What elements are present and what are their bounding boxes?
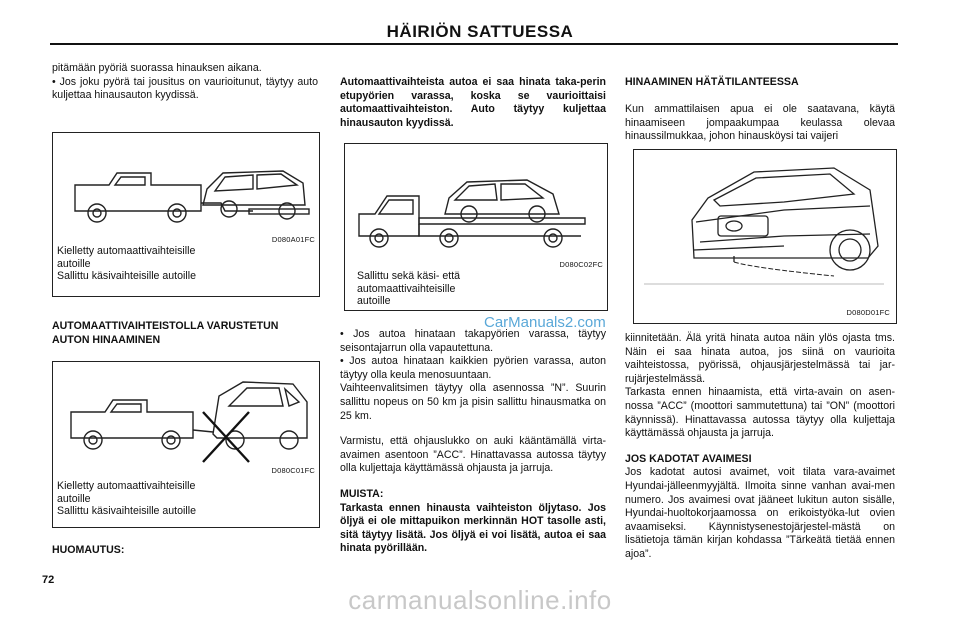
paragraph: kiinnitetään. Älä yritä hinata autoa näin ylös ojasta tms. Näin ei saa hinata autoa, jos siinä on vaurioita vaihteistossa, pyörissä, ohjausjärjestelmässä tai jar-rujärjestelmässä. xyxy=(625,332,895,385)
paragraph: Vaihteenvalitsimen täytyy olla asennossa ”N”. Suurin sallittu nopeus on 50 km ja pisin sallittu hinausmatka on 25 km. xyxy=(340,382,606,422)
col3-body xyxy=(625,332,895,562)
warning-text: Automaattivaihteista autoa ei saa hinata taka-perin etupyörien varassa, koska se vaurioittaisi automaattivaihteiston. Auto täytyy kuljettaa hinausauton kyydissä. xyxy=(340,76,606,129)
caption-line: Kielletty automaattivaihteisille xyxy=(57,245,196,257)
muista-heading: MUISTA: xyxy=(340,487,384,500)
emergency-para1: Kun ammattilaisen apua ei ole saatavana, käytä hinaamiseen jompaakumpaa keulassa olevaa hinaussilmukkaa, johon hinausköysi tai vaijeri xyxy=(625,103,895,143)
page-number: 72 xyxy=(42,574,55,586)
figure-caption xyxy=(57,245,313,283)
tow-illustration-3 xyxy=(345,144,607,256)
figure-code: D080A01FC xyxy=(271,235,315,244)
caption-line: autoille xyxy=(57,257,91,270)
header-rule xyxy=(50,43,898,45)
caption-line: autoille xyxy=(57,492,91,505)
figure-code: D080C01FC xyxy=(271,466,315,475)
caption-line: Sallittu käsivaihteisille autoille xyxy=(57,270,196,282)
lost-keys-heading: JOS KADOTAT AVAIMESI xyxy=(625,452,752,465)
tow-illustration-2 xyxy=(53,362,319,472)
paragraph: Tarkasta ennen hinaamista, että virta-avain on asen-nossa ”ACC” (moottori sammutettuna) tai ”ON” (moottori käynnissä). Hinattavassa autossa täytyy olla kuljettaja käyttämässä ohjausta ja jarruja. xyxy=(625,386,895,440)
page-title: HÄIRIÖN SATTUESSA xyxy=(386,22,574,41)
heading-line: AUTON HINAAMINEN xyxy=(52,333,161,346)
caption-line: Kielletty automaattivaihteisille xyxy=(57,480,196,492)
paragraph: Varmistu, että ohjauslukko on auki kääntämällä virta-avaimen asentoon ”ACC”. Hinattavassa autossa täytyy olla kuljettaja käyttämässä ohjausta ja jarruja. xyxy=(340,435,606,475)
figure-prohibited-towing xyxy=(52,361,320,528)
bullet-item: • Jos autoa hinataan takapyörien varassa, täytyy seisontajarrun olla vapautettuna. xyxy=(340,328,606,354)
caption-line: automaattivaihteisille xyxy=(357,282,456,295)
muista-text: Tarkasta ennen hinausta vaihteiston öljytaso. Jos öljyä ei ole mittapuikon merkinnän HOT tasolle asti, sitä täytyy lisätä. Jos öljyä ei voi lisätä, autoa ei saa hinata pyörillään. xyxy=(340,501,606,555)
figure-caption xyxy=(57,480,313,518)
col1-intro xyxy=(52,62,318,103)
intro-line: pitämään pyöriä suorassa hinauksen aikana. xyxy=(52,62,262,74)
figure-caption xyxy=(357,270,597,308)
heading-line: AUTOMAATTIVAIHTEISTOLLA VARUSTETUN xyxy=(52,320,279,332)
section-heading-automatic xyxy=(52,320,318,347)
figure-code: D080D01FC xyxy=(846,308,890,317)
col2-body xyxy=(340,328,606,556)
intro-bullet: • Jos joku pyörä tai jousitus on vaurioitunut, täytyy auto kuljettaa hinausauton kyydissä. xyxy=(52,75,318,102)
tow-illustration-1 xyxy=(53,133,319,245)
caption-line: Sallittu käsivaihteisille autoille xyxy=(57,505,196,517)
caption-line: autoille xyxy=(357,295,391,307)
note-heading: HUOMAUTUS: xyxy=(52,544,125,556)
figure-code: D080C02FC xyxy=(559,260,603,269)
figure-pickup-towing xyxy=(52,132,320,297)
figure-flatbed-towing xyxy=(344,143,608,311)
watermark-link[interactable]: CarManuals2.com xyxy=(484,314,606,331)
figure-emergency-towing xyxy=(633,149,897,324)
caption-line: Sallittu sekä käsi- että xyxy=(357,270,461,282)
footer-watermark: carmanualsonline.info xyxy=(348,585,612,615)
emergency-heading: HINAAMINEN HÄTÄTILANTEESSA xyxy=(625,76,799,88)
lost-keys-text: Jos kadotat autosi avaimet, voit tilata vara-avaimet Hyundai-jälleenmyyjältä. Ilmoita sinne vanhan avai-men numero. Jos avaimesi ovat jääneet lukitun auton sisälle, Hyundai-huoltokorjaamossa on erikoistyöka-lut ovien avaamiseksi. Käynnistysenestojärjestel-mästä on lisätietoja tämän kirjan kohdassa ”Tärkeätä tietää ennen ajoa”. xyxy=(625,466,895,560)
tow-hook-illustration xyxy=(634,150,896,300)
bullet-item: • Jos autoa hinataan kaikkien pyörien varassa, auton täytyy olla keula menosuuntaan. xyxy=(340,355,606,381)
